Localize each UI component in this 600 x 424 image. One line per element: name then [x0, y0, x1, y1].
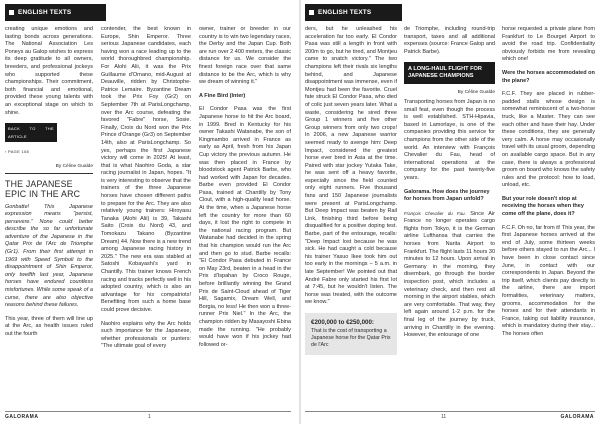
- right-column-3: [502, 26, 595, 406]
- pull-quote-box: [305, 313, 397, 355]
- footer-rule: [305, 411, 595, 412]
- interview-question: But your role doesn't stop at receiving the horses when they come off the plane, does it?: [502, 195, 584, 218]
- page-number: 1: [148, 414, 151, 420]
- article-intro: Gonbatte! This Japanese expression means "persist, persevere." None could better describe the so far unfortunate adventure of the Japanese in the Qatar Prix de l'Arc de Triomphe (Gr1). From their first attempt in 1969 with Speed Symboli to the disappointment of Shin Emperor, only twelfth last year, Japanese horses have endured countless misfortunes. While some speak of a curse, there are also objective reasons behind these failures.: [5, 203, 93, 309]
- left-column-3: [199, 26, 291, 406]
- pull-quote-figure: €200,000 to €250,000:: [311, 318, 374, 326]
- right-page: [301, 0, 600, 424]
- interview-answer: F.C.F. They are placed in rubber-padded stalls whose design is somewhat reminiscent of a two-horse truck, like a Master. They can see each other and have their hay. Under these conditions, they are generally very calm. A horse may occasionally travel with its usual groom, depending on available cargo space. But in any case, there is always a professional groom on board who knows the safety rules and the protocol: how to load, unload, etc.: [502, 91, 595, 189]
- right-column-2: [404, 26, 495, 406]
- magazine-footer: GALORAMA: [5, 414, 39, 420]
- sidebar-headline: A LONG-HAUL FLIGHT FOR JAPANESE CHAMPIONS: [404, 62, 495, 84]
- speaker-name: François Chevalier du Fau.: [404, 210, 466, 216]
- section-subhead: A Fine Bird (Inter): [199, 92, 246, 99]
- section-header-right: [305, 4, 402, 21]
- square-icon: [309, 10, 314, 15]
- section-label: ENGLISH TEXTS: [18, 9, 72, 16]
- body-paragraph: contender, the best known in Europe, Shin Emperor. Three serious Japanese candidates, each having won a race leading up to the world thoroughbred championship. For Alohi Alii, it was the Prix Guillaume d'Ornano, mid-August at Deauville, ridden by Christophe-Patrice Lemaire. Byzantine Dream took the Prix Foy (Gr2) on September 7th at ParisLongchamp, over the Arc course, defeating the favored "Fabre" horse, Sosie. Finally, Croix du Nord won the Prix Prince d'Orange (Gr3) on September 14th, also at ParisLongchamp. So yes, perhaps the first Japanese victory will come in 2025! At least, that is what Naohiro Goda, a star racing journalist in Japan, hopes. "It is very interesting to observe that the trainers of the three Japanese horses have chosen different paths to prepare for the Arc. They are also relatively young trainers: Hiroyasu Tanaka (Alohi Alii) is 39, Takashi Saito (Croix du Nord) 43, and Tomokazu Takano (Byzantine Dream) 44. Now there is a new trend among Japanese racing history in 2025." The new era was stabled at Satoshi Kobayashi's yard in Chantilly. This trainer knows French racing and tracks perfectly well in his adopted country, which is also an advantage for his compatriots! Benefiting from such a home base could prove decisive.: [101, 26, 191, 313]
- byline: By Céline Gualde: [457, 90, 495, 96]
- page-reference: › PAGE 108: [5, 149, 30, 155]
- divider: [5, 173, 93, 174]
- left-column-2: [101, 26, 191, 406]
- byline: By Céline Gualde: [55, 163, 93, 169]
- body-paragraph: El Condor Pasa was the first Japanese horse to hit the Arc board, in 1999. Bred in Kentucky for his owner Takashi Watanabe, the son of Kingmambo arrived in France as early as April, fresh from his Japan Cup victory the previous autumn. He was then placed in France by bloodstock agent Patrick Barbe, who had worked with Japan for decades. Barbe even provided El Condor Pasa, trained at Chantilly by Tony Clout, with a high-quality lead horse. At the time, when a Japanese horse left the country for more than 60 days, it lost the right to compete in the national racing program. But Watanabe had decided in the spring that his champion would run the Arc and then go to stud. Barbe recalls: "El Condor Pasa debuted in France on May 23rd, beaten in a head in the Prix d'Ispahan by Croco Rouge, before brilliantly winning the Grand Prix de Saint-Cloud ahead of Tiger Hill, Sagamix, Dream Well, and Borgia, no less! He then won a three-runner Prix Niel." In the Arc, the champion ridden by Masayoshi Ebina made the running. "He probably would have won if his jockey had followed or-: [199, 106, 291, 348]
- body-paragraph: de Triomphe, including round-trip transport, taxes and all additional expenses (source: France Galop and Patrick Barbe).: [404, 26, 495, 55]
- right-column-1: [305, 26, 397, 406]
- body-paragraph: creating unique emotions and lasting bonds across generations. The National Association Les Poneys au Galop wishes to express its deep gratitude to all owners, breeders, and professional jockeys who supported these championships. Their commitment, both financial and emotional, provided these young talents with an exceptional stage on which to shine.: [5, 26, 93, 116]
- interview-answer: F.C.F. Oh no, far from it! This year, the first Japanese horses arrived at the end of July, some thirteen weeks before others stayed to run the Arc... I have been in close contact since June, in contact with our correspondents in Japan. Beyond the trip itself, which clients pay directly to the airline, there are import formalities, veterinary matters, grooms, accommodation for the horses and for their attendants in France, taking out liability insurance, which is mandatory during their stay... The horses often: [502, 224, 595, 337]
- interview-question: Were the horses accommodated on the plane?: [502, 69, 595, 84]
- pull-quote-text: That is the cost of transporting a Japanese horse for the Qatar Prix de l'Arc: [311, 327, 391, 348]
- body-paragraph: owner, trainer or breeder in our country is to win two legendary races, the Derby and the Japan Cup. Both are run over 2 400 meters, the classic distance for us. We consider the finest foreign race over that same distance to be the Arc, which is why we dream of winning it.": [199, 26, 291, 86]
- square-icon: [9, 10, 14, 15]
- interview-question: Galorama. How does the journey for horses from Japan unfold?: [404, 188, 490, 203]
- left-column-1: [5, 26, 93, 406]
- section-header-left: [5, 4, 106, 21]
- body-paragraph: Transporting horses from Japan is no small feat, even though the process is well established. STH-Hipavia, based in Lamorlaye, is one of the companies providing this service for champions from the other side of the world. An interview with François Chevalier du Fau, head of international operations at the company for the past twenty-five years.: [404, 98, 495, 181]
- body-paragraph: Naohiro explains why the Arc holds such importance for the Japanese, whether professionals or punters: "The ultimate goal of every: [101, 320, 191, 350]
- answer-text: Since Air France no longer operates cargo flights from Tokyo, it is the German airline Lufthansa that carries the horses from Narita Airport to Frankfurt. The flight lasts 11 hours 30 minutes to 12 hours. Upon arrival in Germany in the morning, they disembark, go through the border inspection post, which includes a veterinary check, and then rest all morning in the airport stables, which are very comfortable. That way, they left again around 1-2 p.m. for the final leg of the journey by truck, arriving in Chantilly in the evening. However, the entourage of one: [404, 210, 495, 339]
- magazine-footer: GALORAMA: [560, 414, 594, 420]
- body-paragraph: This year, three of them will line up at the Arc, as health issues ruled out the fourth: [5, 315, 93, 337]
- section-label: ENGLISH TEXTS: [318, 9, 372, 16]
- body-paragraph: horse requested a private plane from Frankfurt to Le Bourget Airport to avoid the road trip. Confidentiality obviously forbids me from revealing which one!: [502, 26, 595, 63]
- page-number: 11: [441, 414, 447, 420]
- left-page: [0, 0, 299, 424]
- body-paragraph: ders, but he unleashed his acceleration far too early. El Condor Pasa was still a length in front with 200m to go, but he tired, and Montjeu came to snatch victory." The two champions left their rivals six lengths behind, and Japanese disappointment was immense, even if Montjeu had been the favorite. Cruel fate struck El Condor Pasa, who died of colic just seven years later. What a waste, considering he sired three Group 1 winners and five other Group winners from only two crops! In 2006, a new Japanese warrior seemed ready to avenge him: Deep Impact, considered the greatest horse ever bred in Asia at the time. Paired with star jockey Yutaka Take, he was sent off a heavy favorite, especially since the field counted only eight runners. Five thousand fans and 150 Japanese journalists were present at ParisLongchamp. But Deep Impact was beaten by Rail Link, finishing third before being disqualified for a positive doping test. Barbe, part of the entourage, recalls: "Deep Impact lost because he was sick. He had caught a cold because his trainer Yasuo Ikee took him out too early in the mornings – 5 a.m. in late September! We pointed out that André Fabre only started his first lot at 7:45, but he wouldn't listen. The horse was treated, with the outcome we know.": [305, 26, 397, 306]
- interview-answer: [404, 210, 495, 340]
- footer-rule: [5, 411, 291, 412]
- article-headline: THE JAPANESE EPIC IN THE ARC: [5, 178, 81, 199]
- back-to-article-link[interactable]: BACK TO THE ARTICLE: [5, 123, 57, 142]
